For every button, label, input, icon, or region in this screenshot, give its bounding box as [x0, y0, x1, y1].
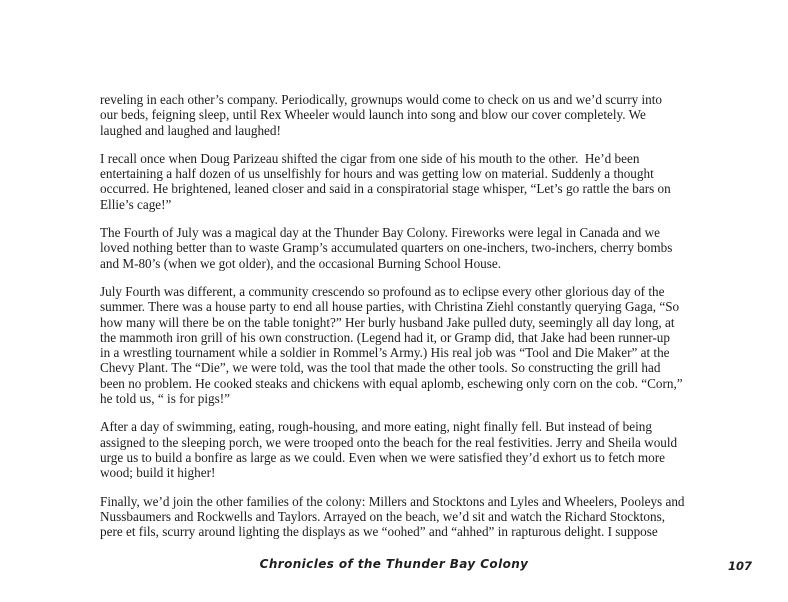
text-line: wood; build it higher!	[100, 465, 216, 481]
text-line: entertaining a half dozen of us unselfishly for hours and was getting low on material. Suddenly a thought	[100, 166, 654, 182]
text-line: pere et fils, scurry around lighting the displays as we “oohed” and “ahhed” in rapturous delight. I suppose	[100, 524, 658, 540]
text-line: and M-80’s (when we got older), and the occasional Burning School House.	[100, 255, 502, 271]
text-line: reveling in each other’s company. Periodically, grownups would come to check on us and we’d scurry into	[100, 92, 663, 107]
text-line: the mammoth iron grill of his own construction. (Legend had it, or Gramp did, that Jake had been runner-up	[100, 329, 670, 345]
paragraph	[100, 151, 700, 212]
footer-title: Chronicles of the Thunder Bay Colony	[259, 557, 529, 571]
page-body-text	[100, 92, 700, 552]
text-line: summer. There was a house party to end all house parties, with Christina Ziehl constantly querying Gaga, “So	[100, 299, 680, 315]
text-line: been no problem. He cooked steaks and chickens with equal aplomb, eschewing only corn on the cob. “Corn,”	[100, 375, 683, 391]
text-line: loved nothing better than to waste Gramp’s accumulated quarters on one-inchers, two-inchers, cherry bombs	[100, 240, 673, 256]
text-line: in a wrestling tournament while a soldier in Rommel’s Army.) His real job was “Tool and Die Maker” at the	[100, 345, 670, 361]
text-line: how many will there be on the table tonight?” Her burly husband Jake pulled duty, seemingly all day long, at	[100, 314, 675, 330]
paragraph	[100, 494, 700, 540]
text-line: The Fourth of July was a magical day at the Thunder Bay Colony. Fireworks were legal in Canada and we	[100, 225, 660, 241]
paragraph	[100, 92, 700, 138]
text-line: After a day of swimming, eating, rough-housing, and more eating, night finally fell. But instead of being	[100, 419, 652, 435]
text-line: occurred. He brightened, leaned closer and said in a conspiratorial stage whisper, “Let’s go rattle the bars on	[100, 181, 671, 197]
paragraph	[100, 284, 700, 406]
text-line: Nussbaumers and Rockwells and Taylors. Arrayed on the beach, we’d sit and watch the Richard Stocktons,	[100, 508, 666, 524]
text-line: Ellie’s cage!”	[100, 196, 172, 212]
text-line: Chevy Plant. The “Die”, we were told, was the tool that made the other tools. So constructing the grill had	[100, 360, 661, 376]
page-number: 107	[727, 559, 752, 573]
paragraph	[100, 419, 700, 480]
text-line: he told us, “ is for pigs!”	[100, 391, 231, 407]
text-line: I recall once when Doug Parizeau shifted the cigar from one side of his mouth to the other. He’d been	[100, 150, 640, 166]
text-line: July Fourth was different, a community crescendo so profound as to eclipse every other glorious day of the	[100, 283, 665, 299]
text-line: our beds, feigning sleep, until Rex Wheeler would launch into song and blow our cover completely. We	[100, 107, 646, 123]
text-line: laughed and laughed and laughed!	[100, 122, 281, 138]
paragraph	[100, 225, 700, 271]
text-line: urge us to build a bonfire as large as we could. Even when we were satisfied they’d exhort us to fetch more	[100, 449, 665, 465]
text-line: assigned to the sleeping porch, we were trooped onto the beach for the real festivities. Jerry and Sheila would	[100, 434, 678, 450]
text-line: Finally, we’d join the other families of the colony: Millers and Stocktons and Lyles and Wheelers, Pooleys and	[100, 493, 685, 509]
